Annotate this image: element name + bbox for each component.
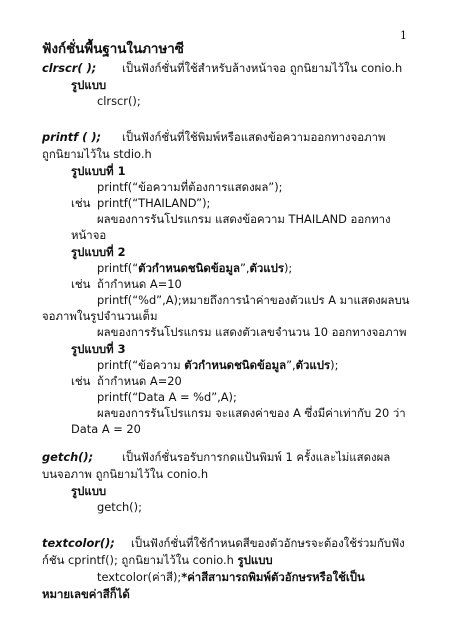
- textcolor-description-cont: [42, 553, 273, 567]
- getch-description: เป็นฟังก์ชั่นรอรับการกดแป้นพิมพ์ 1 ครั้งและไม่แสดงผล: [122, 450, 391, 464]
- textcolor-form-code: textcolor(ค่าสี);: [97, 570, 182, 584]
- textcolor-description: เป็นฟังก์ชั่นที่ใช้กำหนดสีของตัวอักษรจะต้องใช้ร่วมกับฟัง: [131, 536, 405, 550]
- printf-ex2-label: เช่น: [71, 277, 91, 291]
- form2-code-pre: printf(“: [97, 261, 139, 275]
- getch-description-cont: บนจอภาพ ถูกนิยามไว้ใน conio.h: [42, 467, 209, 481]
- printf-description-cont: ถูกนิยามไว้ใน stdio.h: [42, 147, 152, 161]
- printf-ex3-label: เช่น: [71, 374, 91, 388]
- getch-form-label: รูปแบบ: [71, 484, 107, 498]
- printf-ex3-given: ถ้ากำหนด A=20: [97, 374, 182, 388]
- form3-code-pre: printf(“ข้อความ: [97, 358, 185, 372]
- printf-ex1-code: printf(“THAILAND”);: [97, 196, 211, 210]
- getch-function-name: getch();: [42, 450, 94, 464]
- form2-code-specifier: ตัวกำหนดชนิดข้อมูล: [138, 261, 240, 275]
- printf-ex1-label: เช่น: [71, 196, 91, 210]
- form2-code-variable: ตัวแปร: [249, 261, 284, 275]
- printf-function-name: printf ( );: [42, 130, 102, 144]
- printf-form2-code: [97, 261, 292, 275]
- textcolor-form-label: รูปแบบ: [237, 553, 273, 567]
- printf-ex1-result-cont: หน้าจอ: [71, 228, 107, 242]
- textcolor-function-name: textcolor();: [42, 536, 115, 550]
- page-title: ฟังก์ชั่นพื้นฐานในภาษาซี: [42, 42, 184, 57]
- clrscr-function-name: clrscr( );: [42, 61, 97, 75]
- printf-ex2-result: ผลของการรันโปรแกรม แสดงตัวเลขจำนวน 10 ออกทางจอภาพ: [97, 325, 407, 339]
- clrscr-form-label: รูปแบบ: [71, 78, 107, 92]
- printf-ex2-given: ถ้ากำหนด A=10: [97, 277, 182, 291]
- form3-code-post: );: [330, 358, 339, 372]
- textcolor-form-note-cont: หมายเลขค่าสีก็ได้: [42, 587, 130, 601]
- page-number: 1: [400, 29, 407, 42]
- printf-form3-code: [97, 358, 338, 372]
- textcolor-form: [97, 570, 365, 584]
- getch-form-code: getch();: [97, 500, 142, 514]
- printf-form1-label: รูปแบบที่ 1: [71, 164, 126, 178]
- printf-description: เป็นฟังก์ชั่นที่ใช้พิมพ์หรือแสดงข้อความออกทางจอภาพ: [122, 130, 386, 144]
- textcolor-desc-text: ก์ชัน cprintf(); ถูกนิยามไว้ใน conio.h: [42, 553, 238, 567]
- printf-ex2-code-cont: จอภาพในรูปจำนวนเต็ม: [42, 309, 158, 323]
- printf-ex3-result: ผลของการรันโปรแกรม จะแสดงค่าของ A ซึ่งมีค่าเท่ากับ 20 ว่า: [97, 406, 406, 420]
- form3-code-variable: ตัวแปร: [295, 358, 331, 372]
- printf-ex1-result: ผลของการรันโปรแกรม แสดงข้อความ THAILAND ออกทาง: [97, 212, 391, 226]
- form3-code-mid: ”,: [286, 358, 296, 372]
- printf-form2-label: รูปแบบที่ 2: [71, 245, 126, 259]
- printf-form1-code: printf(“ข้อความที่ต้องการแสดงผล”);: [97, 180, 283, 194]
- form2-code-post: );: [283, 261, 293, 275]
- form2-code-mid: ”,: [239, 261, 250, 275]
- clrscr-description: เป็นฟังก์ชั่นที่ใช้สำหรับล้างหน้าจอ ถูกนิยามไว้ใน conio.h: [122, 61, 403, 75]
- clrscr-form-code: clrscr();: [97, 94, 141, 108]
- printf-ex3-result-cont: Data A = 20: [71, 422, 141, 436]
- printf-ex3-code: printf(“Data A = %d”,A);: [97, 390, 237, 404]
- textcolor-form-note: *ค่าสีสามารถพิมพ์ตัวอักษรหรือใช้เป็น: [181, 570, 365, 584]
- printf-form3-label: รูปแบบที่ 3: [71, 342, 126, 356]
- printf-ex2-code: printf(“%d”,A);หมายถึงการนำค่าของตัวแปร A มาแสดงผลบน: [97, 293, 410, 307]
- form3-code-specifier: ตัวกำหนดชนิดข้อมูล: [184, 358, 287, 372]
